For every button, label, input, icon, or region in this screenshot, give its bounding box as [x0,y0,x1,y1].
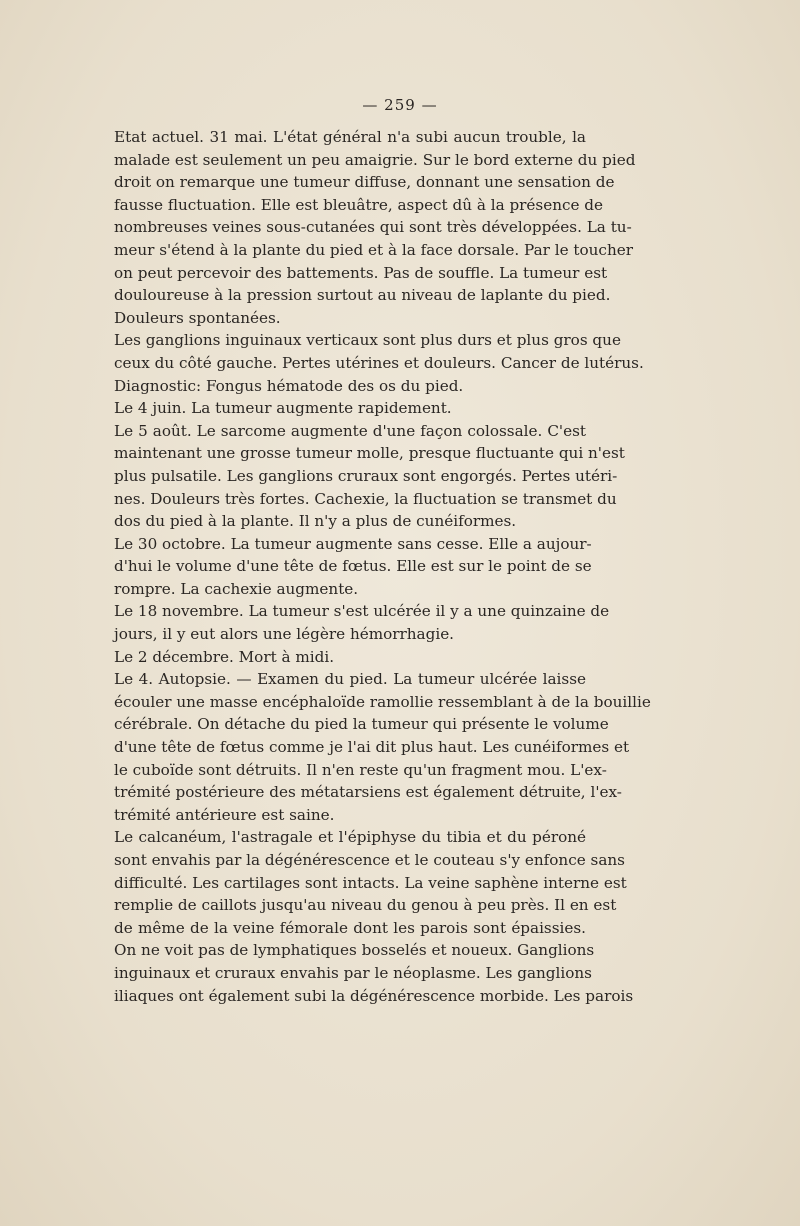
text-line: trémité postérieure des métatarsiens est également détruite, l'ex- [114,783,622,802]
text-line: remplie de caillots jusqu'au niveau du genou à peu près. Il en est [114,896,617,915]
text-line: fausse fluctuation. Elle est bleuâtre, aspect dû à la présence de [114,195,604,214]
text-line: Le 5 août. Le sarcome augmente d'une façon colossale. C'est [114,421,586,440]
text-line: jours, il y eut alors une légère hémorrhagie. [114,625,455,644]
text-line: nombreuses veines sous-cutanées qui sont très développées. La tu- [114,218,632,237]
text-line: plus pulsatile. Les ganglions cruraux sont engorgés. Pertes utéri- [114,466,618,485]
text-line: maintenant une grosse tumeur molle, presque fluctuante qui n'est [114,444,625,463]
text-line: nes. Douleurs très fortes. Cachexie, la fluctuation se transmet du [114,489,617,508]
text-line: malade est seulement un peu amaigrie. Sur le bord externe du pied [114,150,636,169]
text-line: cérébrale. On détache du pied la tumeur qui présente le volume [114,715,609,734]
text-line: Le 4 juin. La tumeur augmente rapidement. [114,399,452,418]
text-line: Le 30 octobre. La tumeur augmente sans cesse. Elle a aujour- [114,534,592,553]
text-line: d'hui le volume d'une tête de fœtus. Elle est sur le point de se [114,557,592,576]
page-number: — 259 — [362,96,438,114]
text-line: Le 2 décembre. Mort à midi. [114,647,335,666]
text-line: on peut percevoir des battements. Pas de souffle. La tumeur est [114,263,608,282]
text-line: meur s'étend à la plante du pied et à la face dorsale. Par le toucher [114,240,633,259]
text-line: de même de la veine fémorale dont les parois sont épaissies. [114,918,586,937]
text-line: Le calcanéum, l'astragale et l'épiphyse du tibia et du péroné [114,828,586,847]
text-line: trémité antérieure est saine. [114,805,335,824]
text-line: ceux du côté gauche. Pertes utérines et douleurs. Cancer de lutérus. [114,353,644,372]
text-line: difficulté. Les cartilages sont intacts. La veine saphène interne est [114,873,627,892]
text-line: iliaques ont également subi la dégénérescence morbide. Les parois [114,986,634,1005]
text-line: On ne voit pas de lymphatiques bosselés et noueux. Ganglions [114,941,595,960]
text-line: d'une tête de fœtus comme je l'ai dit plus haut. Les cunéiformes et [114,738,630,757]
text-line: Etat actuel. 31 mai. L'état général n'a subi aucun trouble, la [114,128,586,146]
text-line: douloureuse à la pression surtout au niveau de laplante du pied. [114,286,611,305]
text-line: rompre. La cachexie augmente. [114,579,359,598]
text-line: Le 4. Autopsie. — Examen du pied. La tumeur ulcérée laisse [114,670,586,689]
text-line: sont envahis par la dégénérescence et le couteau s'y enfonce sans [114,851,625,869]
text-line: dos du pied à la plante. Il n'y a plus de cunéiformes. [114,512,517,531]
text-line: droit on remarque une tumeur diffuse, donnant une sensation de [114,173,615,192]
text-line: Les ganglions inguinaux verticaux sont plus durs et plus gros que [114,331,621,350]
text-line: le cuboïde sont détruits. Il n'en reste qu'un fragment mou. L'ex- [114,760,607,779]
body-text [114,126,651,1007]
text-line: Le 18 novembre. La tumeur s'est ulcérée il y a une quinzaine de [114,602,610,621]
text-line: Douleurs spontanées. [114,308,281,327]
text-line: écouler une masse encéphaloïde ramollie ressemblant à de la bouillie [114,692,651,711]
text-line: Diagnostic: Fongus hématode des os du pied. [114,376,464,395]
text-line: inguinaux et cruraux envahis par le néoplasme. Les ganglions [114,963,592,982]
